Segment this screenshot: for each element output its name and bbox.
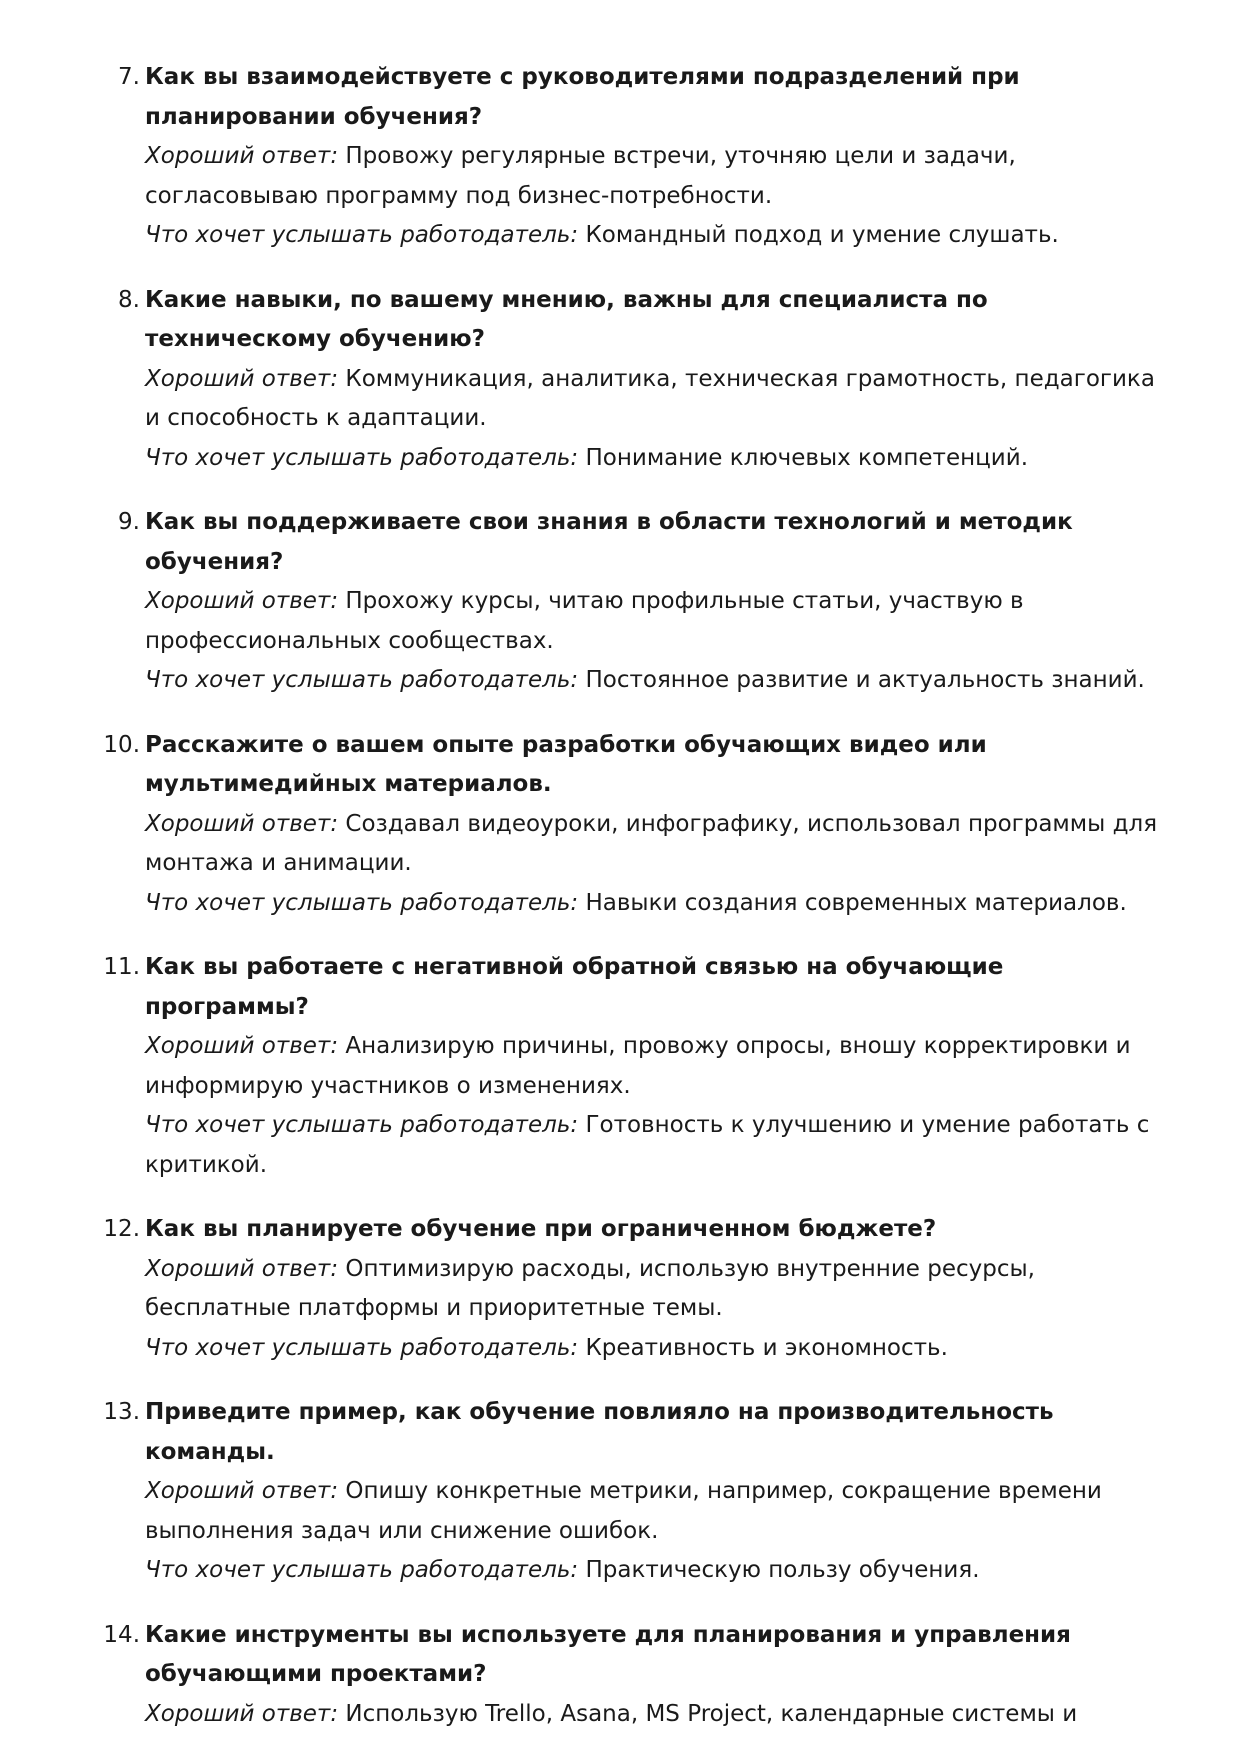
good-answer-label: Хороший ответ: <box>145 1033 339 1059</box>
item-number: 10. <box>103 731 140 758</box>
good-answer <box>145 137 1169 216</box>
good-answer-text: Оптимизирую расходы, использую внутренние ресурсы, бесплатные платформы и приоритетные темы. <box>145 1255 1035 1321</box>
employer-expectation-text: Командный подход и умение слушать. <box>578 222 1059 248</box>
employer-expectation-label: Что хочет услышать работодатель: <box>145 1557 579 1583</box>
good-answer <box>145 1695 1169 1735</box>
item-number: 12. <box>103 1216 140 1242</box>
good-answer-label: Хороший ответ: <box>145 810 339 837</box>
employer-expectation-text: Навыки создания современных материалов. <box>578 889 1127 916</box>
item-number: 8. <box>118 286 140 313</box>
employer-expectation <box>145 1106 1169 1185</box>
question-text: Как вы работаете с негативной обратной связью на обучающие программы? <box>145 954 1004 1020</box>
question-text: Какие инструменты вы используете для планирования и управления обучающими проектами? <box>145 1621 1071 1687</box>
qa-item-12 <box>0 1210 1239 1368</box>
qa-item-10 <box>0 726 1239 924</box>
employer-expectation-text: Понимание ключевых компетенций. <box>578 444 1029 471</box>
employer-expectation-label: Что хочет услышать работодатель: <box>145 1112 579 1138</box>
qa-item-9 <box>0 503 1239 701</box>
question-text: Какие навыки, по вашему мнению, важны для специалиста по техническому обучению? <box>145 286 988 352</box>
item-number: 11. <box>103 954 140 980</box>
question-text: Как вы планируете обучение при ограниченном бюджете? <box>145 1216 937 1242</box>
employer-expectation <box>145 661 1169 701</box>
item-number: 9. <box>118 509 140 535</box>
good-answer-text: Опишу конкретные метрики, например, сокращение времени выполнения задач или снижение ошибок. <box>145 1478 1102 1544</box>
good-answer-text: Создавал видеоуроки, инфографику, использовал программы для монтажа и анимации. <box>145 810 1158 876</box>
employer-expectation <box>145 216 1169 256</box>
employer-expectation-label: Что хочет услышать работодатель: <box>145 667 579 693</box>
question-text: Как вы поддерживаете свои знания в области технологий и методик обучения? <box>145 509 1073 575</box>
good-answer-label: Хороший ответ: <box>145 1255 339 1282</box>
good-answer-text: Провожу регулярные встречи, уточняю цели и задачи, согласовываю программу под бизнес-потребности. <box>145 143 1016 209</box>
good-answer-label: Хороший ответ: <box>145 1478 339 1504</box>
good-answer <box>145 582 1169 661</box>
good-answer-text: Коммуникация, аналитика, техническая грамотность, педагогика и способность к адаптации. <box>145 365 1155 431</box>
good-answer <box>145 360 1169 439</box>
employer-expectation <box>145 1551 1169 1591</box>
good-answer <box>145 805 1169 884</box>
qa-item-13 <box>0 1393 1239 1591</box>
good-answer <box>145 1472 1169 1551</box>
qa-item-7 <box>0 58 1239 256</box>
employer-expectation-text: Готовность к улучшению и умение работать с критикой. <box>145 1112 1150 1178</box>
qa-item-14 <box>0 1616 1239 1735</box>
employer-expectation <box>145 439 1169 479</box>
employer-expectation-label: Что хочет услышать работодатель: <box>145 889 579 916</box>
employer-expectation-label: Что хочет услышать работодатель: <box>145 222 579 248</box>
employer-expectation-text: Постоянное развитие и актуальность знаний. <box>578 667 1145 693</box>
employer-expectation-label: Что хочет услышать работодатель: <box>145 1334 579 1361</box>
good-answer-text: Прохожу курсы, читаю профильные статьи, участвую в профессиональных сообществах. <box>145 588 1024 654</box>
item-number: 13. <box>103 1399 140 1425</box>
employer-expectation-text: Креативность и экономность. <box>578 1334 948 1361</box>
qa-item-11 <box>0 948 1239 1185</box>
question-text: Приведите пример, как обучение повлияло на производительность команды. <box>145 1399 1054 1465</box>
item-number: 14. <box>103 1621 140 1648</box>
good-answer-label: Хороший ответ: <box>145 588 339 614</box>
good-answer <box>145 1250 1169 1329</box>
good-answer-text: Использую Trello, Asana, MS Project, календарные системы и <box>338 1700 1078 1727</box>
qa-item-8 <box>0 281 1239 479</box>
good-answer-text: Анализирую причины, провожу опросы, вношу корректировки и информирую участников о изменениях. <box>145 1033 1131 1099</box>
qa-list <box>0 58 1239 1759</box>
good-answer-label: Хороший ответ: <box>145 143 339 169</box>
good-answer <box>145 1027 1169 1106</box>
question-text: Как вы взаимодействуете с руководителями подразделений при планировании обучения? <box>145 64 1020 130</box>
employer-expectation-text: Практическую пользу обучения. <box>578 1557 980 1583</box>
good-answer-label: Хороший ответ: <box>145 365 339 392</box>
employer-expectation <box>145 1329 1169 1369</box>
item-number: 7. <box>118 64 140 90</box>
employer-expectation <box>145 884 1169 924</box>
employer-expectation-label: Что хочет услышать работодатель: <box>145 444 579 471</box>
question-text: Расскажите о вашем опыте разработки обучающих видео или мультимедийных материалов. <box>145 731 987 797</box>
good-answer-label: Хороший ответ: <box>145 1700 339 1727</box>
